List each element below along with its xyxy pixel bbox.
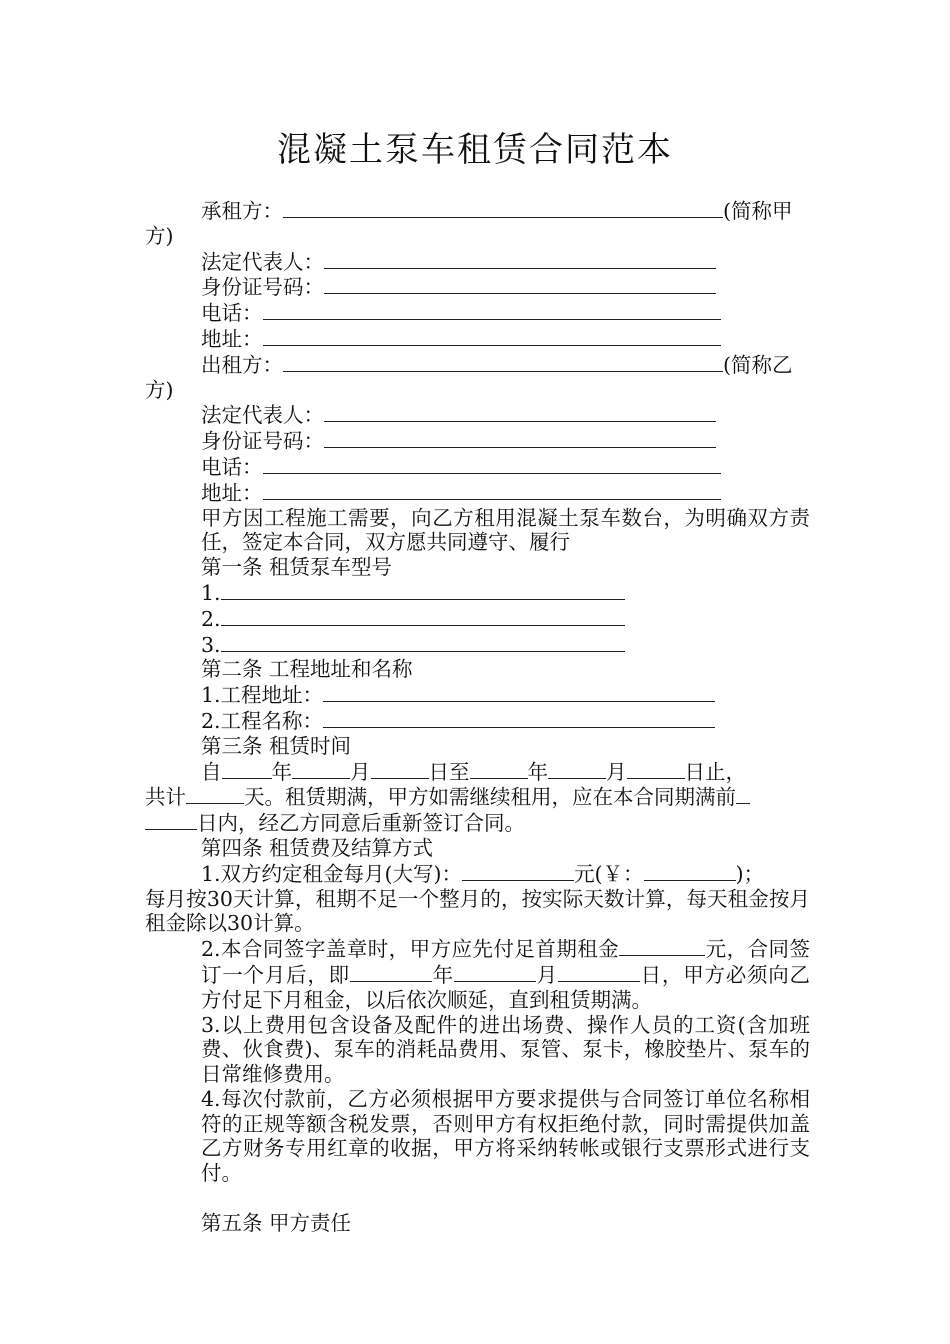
rent-blank	[644, 861, 736, 881]
spacer	[145, 1186, 810, 1211]
rent-paragraph-3: 3.以上费用包含设备及配件的进出场费、操作人员的工资(含加班费、伙食费)、泵车的消耗品费用、泵管、泵卡，橡胶垫片、泵车的日常维修费用。	[201, 1012, 810, 1087]
article-1-item-2	[145, 606, 810, 632]
lessee-cont: 方)	[145, 223, 174, 248]
lessor-line	[145, 352, 810, 378]
article-5-heading: 第五条 甲方责任	[201, 1210, 352, 1235]
rent-paragraph-1-cont: 每月按30天计算，租期不足一个整月的，按实际天数计算，每天租金按月租金除以30计算。	[145, 886, 810, 936]
article-3-heading: 第三条 租赁时间	[201, 733, 352, 758]
lease-text: 月	[606, 759, 627, 784]
lessor-addr-blank	[263, 480, 721, 500]
lease-period-line-1	[145, 759, 810, 785]
lease-text: 日内，经乙方同意后重新签订合同。	[197, 811, 525, 836]
article-1-item-3	[145, 632, 810, 658]
lessor-suffix: (简称乙	[723, 352, 793, 377]
document-body	[145, 198, 810, 1236]
lease-text: 日至	[428, 759, 470, 784]
lessee-addr-line	[145, 326, 810, 352]
article-2-heading: 第二条 工程地址和名称	[201, 657, 413, 682]
intro-paragraph: 甲方因工程施工需要，向乙方租用混凝土泵车数台，为明确双方责任，签定本合同，双方愿共同遵守、履行	[201, 505, 810, 555]
lessee-phone-line	[145, 300, 810, 326]
lease-text: 日止，	[684, 759, 746, 784]
lessor-id-line	[145, 428, 810, 454]
item-blank	[221, 580, 625, 600]
lessor-id-blank	[324, 428, 716, 448]
lessee-addr-label: 地址：	[201, 326, 263, 351]
lease-period-line-2	[145, 784, 810, 810]
rent-text: 1.双方约定租金每月(大写)：	[201, 861, 463, 886]
lessee-id-blank	[324, 274, 716, 294]
lease-text: 天。租赁期满，甲方如需继续租用，应在本合同期满前	[244, 785, 736, 810]
lessor-label: 出租方：	[201, 352, 283, 377]
rent-text: 日，甲方必须向乙方付足下月租金，以后依次顺延，直到租赁期满。	[201, 962, 811, 1012]
rent-blank	[558, 962, 640, 982]
lease-text: 年	[527, 759, 548, 784]
article-1-item-1	[145, 580, 810, 606]
lease-blank	[222, 759, 272, 779]
item-blank	[221, 606, 625, 626]
lessee-rep-blank	[324, 249, 716, 269]
lease-blank	[186, 784, 244, 804]
rent-text: )；	[735, 861, 765, 886]
lessor-phone-label: 电话：	[201, 454, 263, 479]
rent-blank	[462, 861, 574, 881]
project-name-label: 2.工程名称：	[201, 708, 324, 733]
article-1-heading: 第一条 租赁泵车型号	[201, 555, 393, 580]
lessee-phone-blank	[263, 300, 721, 320]
rent-blank	[454, 962, 536, 982]
lessor-id-label: 身份证号码：	[201, 429, 324, 454]
article-4-heading: 第四条 租赁费及结算方式	[201, 835, 434, 860]
lease-blank	[371, 759, 429, 779]
lessee-addr-blank	[263, 326, 721, 346]
item-number: 1.	[201, 580, 221, 605]
document-title: 混凝土泵车租赁合同范本	[277, 130, 673, 170]
rent-text: 元，合同签订一个月后，即	[201, 937, 811, 987]
item-number: 2.	[201, 606, 221, 631]
item-number: 3.	[201, 632, 221, 657]
lease-blank	[736, 784, 750, 804]
project-name-blank	[323, 708, 715, 728]
lease-text: 共计	[145, 785, 186, 810]
rent-paragraph-4: 4.每次付款前，乙方必须根据甲方要求提供与合同签订单位名称相符的正规等额含税发票，否则甲方有权拒绝付款，同时需提供加盖乙方财务专用红章的收据，甲方将采纳转帐或银行支票形式进行支付。	[201, 1086, 810, 1186]
lessor-addr-label: 地址：	[201, 480, 263, 505]
rent-text: 2.本合同签字盖章时，甲方应先付足首期租金	[201, 937, 620, 962]
lessor-addr-line	[145, 480, 810, 506]
project-name-line	[145, 708, 810, 734]
lease-blank	[470, 759, 528, 779]
lessee-suffix: (简称甲	[723, 199, 793, 223]
lease-text: 年	[271, 759, 292, 784]
lessee-line	[145, 198, 810, 224]
lessor-phone-blank	[263, 454, 721, 474]
lease-text: 自	[201, 759, 222, 784]
rent-line-1	[145, 861, 810, 887]
lessee-label: 承租方：	[201, 199, 283, 223]
rent-blank	[350, 962, 432, 982]
lessee-id-line	[145, 274, 810, 300]
lessor-phone-line	[145, 454, 810, 480]
lessor-rep-line	[145, 402, 810, 428]
lessor-blank	[283, 352, 723, 372]
rent-blank	[619, 936, 705, 956]
lessee-id-label: 身份证号码：	[201, 275, 324, 300]
lessee-rep-label: 法定代表人：	[201, 249, 324, 274]
lessee-phone-label: 电话：	[201, 301, 263, 326]
lease-period-line-3	[145, 810, 810, 836]
lease-blank	[548, 759, 606, 779]
lease-blank	[292, 759, 350, 779]
lessor-rep-blank	[324, 402, 716, 422]
rent-text: 年	[431, 962, 454, 987]
lessor-rep-label: 法定代表人：	[201, 403, 324, 428]
project-address-line	[145, 682, 810, 708]
rent-paragraph-2	[145, 936, 810, 1012]
rent-text: 月	[535, 962, 558, 987]
lease-blank	[145, 810, 197, 830]
lessor-cont: 方)	[145, 377, 174, 402]
lessee-blank	[283, 198, 723, 218]
project-address-label: 1.工程地址：	[201, 683, 324, 708]
item-blank	[221, 632, 625, 652]
lessee-rep-line	[145, 249, 810, 275]
lease-text: 月	[350, 759, 371, 784]
project-address-blank	[323, 682, 715, 702]
lease-blank	[627, 759, 685, 779]
rent-text: 元(￥：	[574, 861, 644, 886]
